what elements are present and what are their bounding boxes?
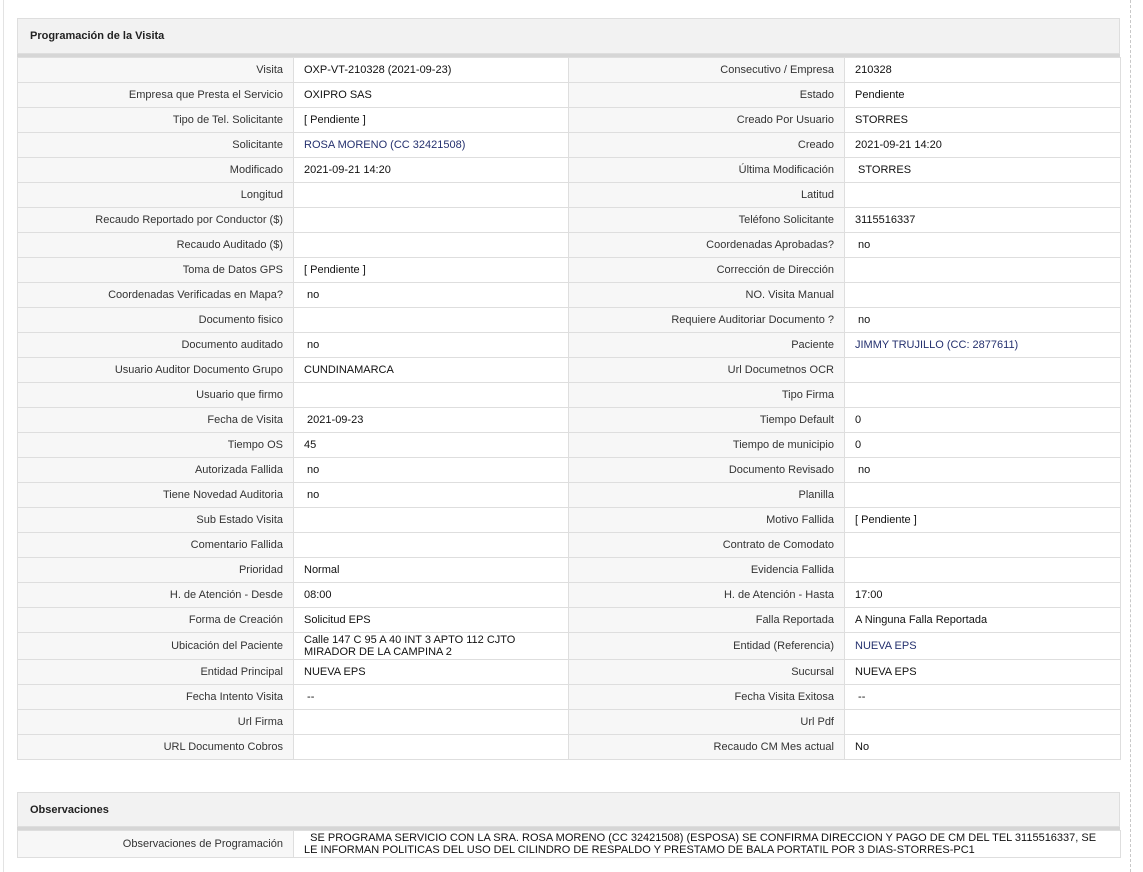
field-value: ROSA MORENO (CC 32421508)	[294, 133, 569, 158]
field-label: Documento auditado	[18, 333, 294, 358]
field-label: Tiene Novedad Auditoria	[18, 483, 294, 508]
detail-row	[18, 333, 1121, 358]
field-value	[845, 558, 1121, 583]
field-value	[294, 533, 569, 558]
field-value: Normal	[294, 558, 569, 583]
field-value: No	[845, 735, 1121, 760]
field-label: Recaudo Reportado por Conductor ($)	[18, 208, 294, 233]
field-value: NUEVA EPS	[294, 660, 569, 685]
field-value: JIMMY TRUJILLO (CC: 2877611)	[845, 333, 1121, 358]
field-label: Planilla	[569, 483, 845, 508]
detail-row	[18, 283, 1121, 308]
field-label: Recaudo CM Mes actual	[569, 735, 845, 760]
field-value	[294, 183, 569, 208]
field-label: Ubicación del Paciente	[18, 633, 294, 660]
field-value: no	[845, 458, 1121, 483]
detail-row	[18, 158, 1121, 183]
field-label: Latitud	[569, 183, 845, 208]
field-value	[294, 233, 569, 258]
visit-schedule-title: Programación de la Visita	[17, 18, 1120, 54]
field-value: no	[294, 458, 569, 483]
observations-label: Observaciones de Programación	[18, 831, 294, 858]
observations-title: Observaciones	[17, 792, 1120, 827]
visit-details-table	[17, 57, 1121, 760]
detail-row	[18, 433, 1121, 458]
field-value: no	[845, 308, 1121, 333]
field-label: Usuario Auditor Documento Grupo	[18, 358, 294, 383]
field-value	[845, 283, 1121, 308]
field-label: Modificado	[18, 158, 294, 183]
visit-schedule-panel	[17, 18, 1120, 760]
field-label: Teléfono Solicitante	[569, 208, 845, 233]
field-value	[294, 710, 569, 735]
field-value: 2021-09-21 14:20	[294, 158, 569, 183]
field-label: Recaudo Auditado ($)	[18, 233, 294, 258]
field-value: OXP-VT-210328 (2021-09-23)	[294, 58, 569, 83]
field-label: Fecha Visita Exitosa	[569, 685, 845, 710]
field-label: Sucursal	[569, 660, 845, 685]
field-label: Coordenadas Verificadas en Mapa?	[18, 283, 294, 308]
field-label: Usuario que firmo	[18, 383, 294, 408]
field-label: Coordenadas Aprobadas?	[569, 233, 845, 258]
field-label: Falla Reportada	[569, 608, 845, 633]
field-label: H. de Atención - Desde	[18, 583, 294, 608]
detail-row	[18, 58, 1121, 83]
field-label: Longitud	[18, 183, 294, 208]
field-label: Paciente	[569, 333, 845, 358]
detail-row	[18, 633, 1121, 660]
field-label: Documento fisico	[18, 308, 294, 333]
field-value	[845, 258, 1121, 283]
field-label: Última Modificación	[569, 158, 845, 183]
field-value	[845, 483, 1121, 508]
observations-panel	[17, 792, 1120, 858]
field-value: [ Pendiente ]	[294, 108, 569, 133]
field-label: Corrección de Dirección	[569, 258, 845, 283]
detail-row	[18, 660, 1121, 685]
observations-value: SE PROGRAMA SERVICIO CON LA SRA. ROSA MORENO (CC 32421508) (ESPOSA) SE CONFIRMA DIRECCION Y PAGO DE CM DEL TEL 3115516337, SE LE INFORMAN POLITICAS DEL USO DEL CILINDRO DE RESPALDO Y PRESTAMO DE BALA PORTATIL POR 3 DIAS-STORRES-PC1	[294, 831, 1121, 858]
field-label: Creado	[569, 133, 845, 158]
observations-row	[18, 831, 1121, 858]
field-label: Tiempo OS	[18, 433, 294, 458]
detail-row	[18, 308, 1121, 333]
field-label: Motivo Fallida	[569, 508, 845, 533]
field-value	[845, 183, 1121, 208]
field-value: NUEVA EPS	[845, 633, 1121, 660]
field-label: Entidad Principal	[18, 660, 294, 685]
field-value: 210328	[845, 58, 1121, 83]
field-label: Contrato de Comodato	[569, 533, 845, 558]
detail-row	[18, 108, 1121, 133]
field-label: Estado	[569, 83, 845, 108]
field-value: no	[294, 333, 569, 358]
field-label: Comentario Fallida	[18, 533, 294, 558]
detail-row	[18, 508, 1121, 533]
detail-row	[18, 458, 1121, 483]
field-label: URL Documento Cobros	[18, 735, 294, 760]
field-label: Toma de Datos GPS	[18, 258, 294, 283]
field-label: Tipo de Tel. Solicitante	[18, 108, 294, 133]
detail-row	[18, 685, 1121, 710]
field-value: no	[845, 233, 1121, 258]
field-label: Solicitante	[18, 133, 294, 158]
field-value: A Ninguna Falla Reportada	[845, 608, 1121, 633]
field-value	[845, 533, 1121, 558]
field-value: NUEVA EPS	[845, 660, 1121, 685]
field-value: [ Pendiente ]	[294, 258, 569, 283]
field-label: Tipo Firma	[569, 383, 845, 408]
detail-row	[18, 533, 1121, 558]
field-value	[845, 710, 1121, 735]
field-label: Autorizada Fallida	[18, 458, 294, 483]
field-label: Tiempo de municipio	[569, 433, 845, 458]
detail-row	[18, 483, 1121, 508]
field-value: --	[845, 685, 1121, 710]
field-label: Url Documetnos OCR	[569, 358, 845, 383]
field-value: STORRES	[845, 108, 1121, 133]
detail-row	[18, 408, 1121, 433]
detail-row	[18, 558, 1121, 583]
detail-row	[18, 233, 1121, 258]
field-value: Pendiente	[845, 83, 1121, 108]
detail-row	[18, 383, 1121, 408]
detail-row	[18, 258, 1121, 283]
field-label: Visita	[18, 58, 294, 83]
field-label: Fecha Intento Visita	[18, 685, 294, 710]
field-value	[294, 308, 569, 333]
field-value	[294, 208, 569, 233]
field-label: Forma de Creación	[18, 608, 294, 633]
field-value: 2021-09-21 14:20	[845, 133, 1121, 158]
field-value: 45	[294, 433, 569, 458]
observations-table	[17, 830, 1121, 858]
field-value	[845, 358, 1121, 383]
field-value	[845, 383, 1121, 408]
field-value: no	[294, 483, 569, 508]
field-label: Documento Revisado	[569, 458, 845, 483]
field-label: Evidencia Fallida	[569, 558, 845, 583]
field-label: Sub Estado Visita	[18, 508, 294, 533]
field-label: H. de Atención - Hasta	[569, 583, 845, 608]
field-label: Prioridad	[18, 558, 294, 583]
field-value: STORRES	[845, 158, 1121, 183]
field-value	[294, 383, 569, 408]
detail-row	[18, 608, 1121, 633]
field-value: 17:00	[845, 583, 1121, 608]
field-label: Empresa que Presta el Servicio	[18, 83, 294, 108]
field-value	[294, 735, 569, 760]
field-value	[294, 508, 569, 533]
detail-row	[18, 583, 1121, 608]
detail-row	[18, 133, 1121, 158]
field-value: no	[294, 283, 569, 308]
field-value: 0	[845, 433, 1121, 458]
detail-row	[18, 358, 1121, 383]
field-label: Consecutivo / Empresa	[569, 58, 845, 83]
detail-row	[18, 83, 1121, 108]
field-value: Solicitud EPS	[294, 608, 569, 633]
field-value: --	[294, 685, 569, 710]
field-value: 3115516337	[845, 208, 1121, 233]
field-label: Creado Por Usuario	[569, 108, 845, 133]
field-label: Url Firma	[18, 710, 294, 735]
field-label: Fecha de Visita	[18, 408, 294, 433]
field-value: OXIPRO SAS	[294, 83, 569, 108]
field-value: 0	[845, 408, 1121, 433]
field-value: 2021-09-23	[294, 408, 569, 433]
field-label: Tiempo Default	[569, 408, 845, 433]
field-value: Calle 147 C 95 A 40 INT 3 APTO 112 CJTO MIRADOR DE LA CAMPINA 2	[294, 633, 569, 660]
field-label: Requiere Auditoriar Documento ?	[569, 308, 845, 333]
field-value: 08:00	[294, 583, 569, 608]
detail-row	[18, 710, 1121, 735]
detail-row	[18, 183, 1121, 208]
field-value: CUNDINAMARCA	[294, 358, 569, 383]
field-value: [ Pendiente ]	[845, 508, 1121, 533]
field-label: Entidad (Referencia)	[569, 633, 845, 660]
field-label: Url Pdf	[569, 710, 845, 735]
detail-row	[18, 735, 1121, 760]
field-label: NO. Visita Manual	[569, 283, 845, 308]
detail-row	[18, 208, 1121, 233]
